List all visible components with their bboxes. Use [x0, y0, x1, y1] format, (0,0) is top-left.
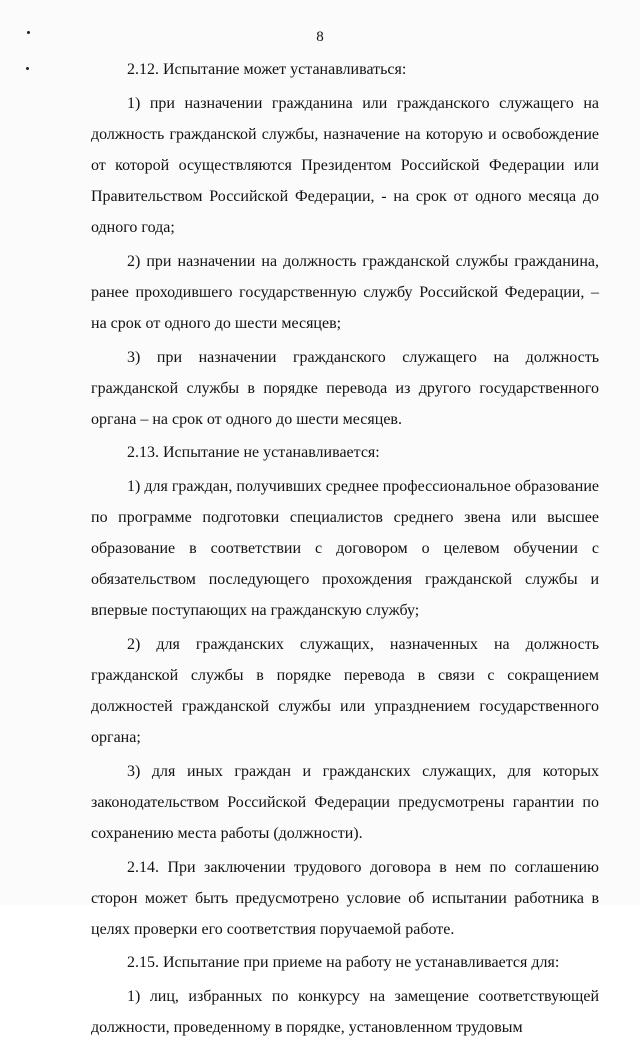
paragraph-2-14: 2.14. При заключении трудового договора в нем по соглашению сторон может быть предусмотрено условие об испытании работника в целях проверки его соответствия поручаемой работе. [91, 859, 599, 938]
paragraph-2-12-item-1: 1) при назначении гражданина или гражданского служащего на должность гражданской службы, назначение на которую и освобождение от которой осуществляются Президентом Российской Федерации или Правительством Российской Федерации, - на срок от одного месяца до одного года; [91, 95, 599, 236]
section-heading-2-13: 2.13. Испытание не устанавливается: [127, 444, 380, 461]
document-body [91, 54, 599, 1045]
page-number: 8 [316, 29, 324, 45]
paragraph-2-13-item-2: 2) для гражданских служащих, назначенных на должность гражданской службы в порядке перевода в связи с сокращением должностей гражданской службы или упразднением государственного органа; [91, 636, 599, 746]
scan-dot-mark [27, 31, 30, 34]
section-heading-2-12: 2.12. Испытание может устанавливаться: [127, 61, 407, 78]
paragraph-2-13-item-1: 1) для граждан, получивших среднее профессиональное образование по программе подготовки специалистов среднего звена или высшее образование в соответствии с договором о целевом обучении с обязательством последующего прохождения гражданской службы и впервые поступающих на гражданскую службу; [91, 478, 599, 619]
paragraph-2-15-item-1: 1) лиц, избранных по конкурсу на замещение соответствующей должности, проведенному в порядке, установленном трудовым [91, 988, 599, 1036]
scan-dot-mark [26, 67, 29, 70]
section-heading-2-15: 2.15. Испытание при приеме на работу не устанавливается для: [127, 954, 560, 971]
paragraph-2-12-item-2: 2) при назначении на должность гражданской службы гражданина, ранее проходившего государственную службу Российской Федерации, – на срок от одного до шести месяцев; [91, 253, 599, 332]
paragraph-2-13-item-3: 3) для иных граждан и гражданских служащих, для которых законодательством Российской Федерации предусмотрены гарантии по сохранению места работы (должности). [91, 763, 599, 842]
paragraph-2-12-item-3: 3) при назначении гражданского служащего на должность гражданской службы в порядке перевода из другого государственного органа – на срок от одного до шести месяцев. [91, 349, 599, 428]
